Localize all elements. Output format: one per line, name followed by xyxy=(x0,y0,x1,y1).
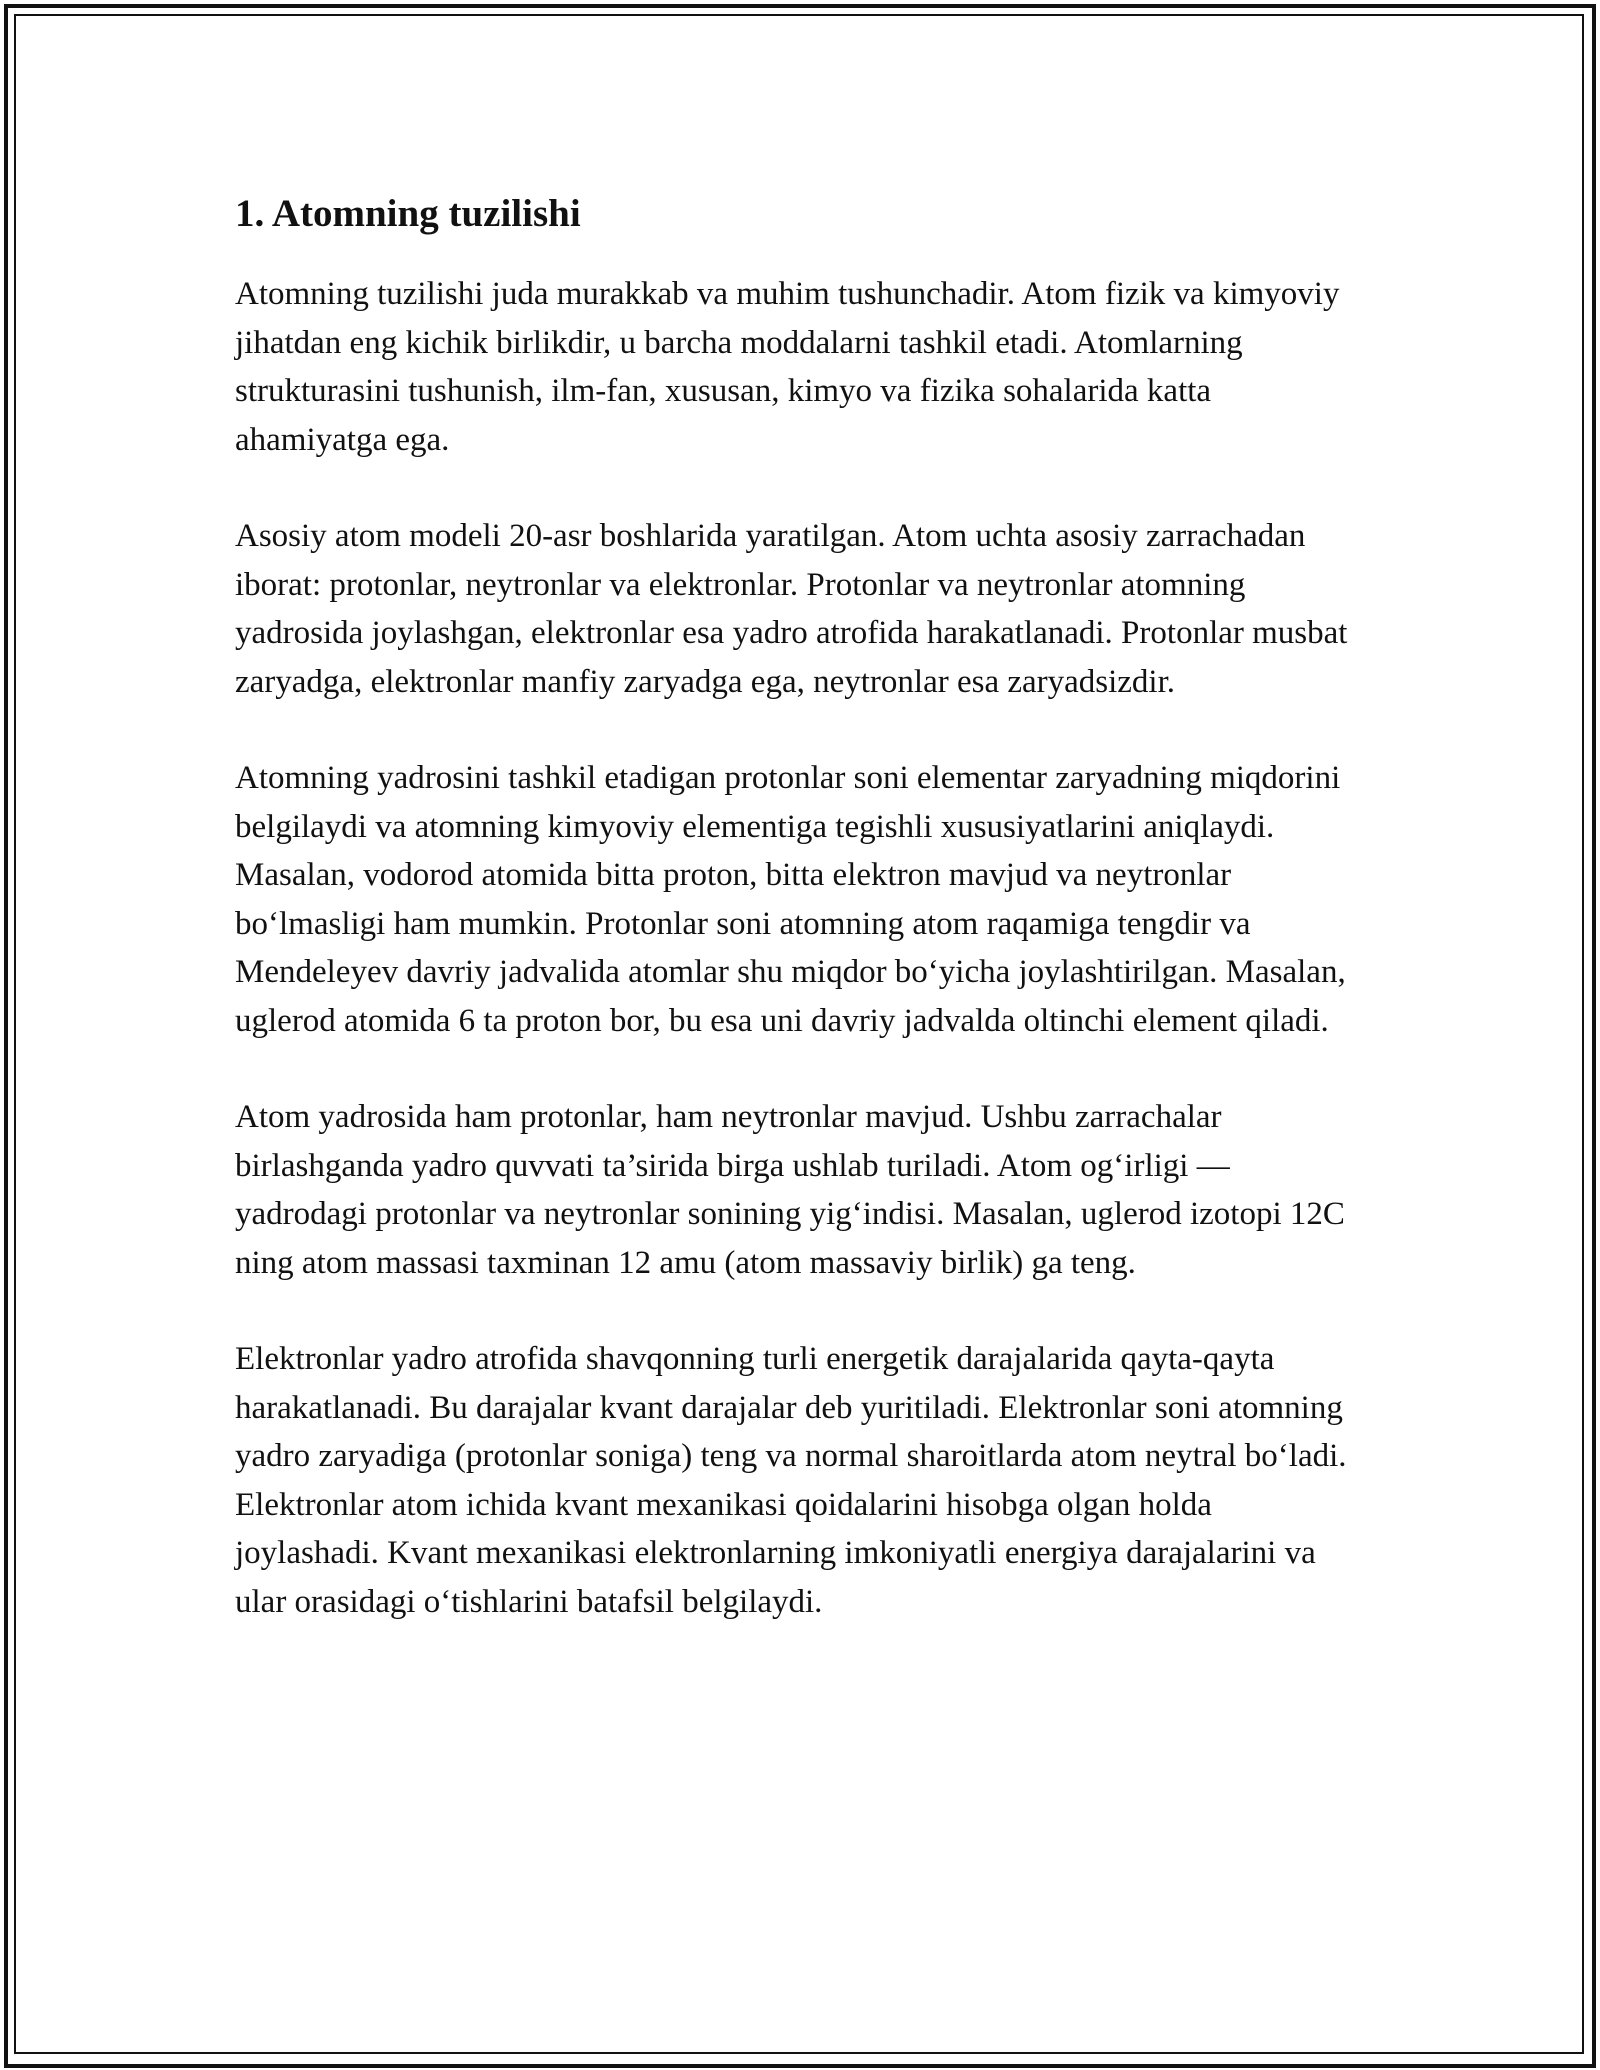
section-heading: 1. Atomning tuzilishi xyxy=(235,192,581,235)
paragraph-electrons: Elektronlar yadro atrofida shavqonning turli energetik darajalarida qayta-qayta harakatlanadi. Bu darajalar kvant darajalar deb yuritiladi. Elektronlar soni atomning yadro zaryadiga (protonlar soniga) teng va normal sharoitlarda atom neytral boʻladi. Elektronlar atom ichida kvant mexanikasi qoidalarini hisobga olgan holda joylashadi. Kvant mexanikasi elektronlarning imkoniyatli energiya darajalarini va ular orasidagi oʻtishlarini batafsil belgilaydi. xyxy=(235,1341,1347,1620)
paragraph-atomic-mass: Atom yadrosida ham protonlar, ham neytronlar mavjud. Ushbu zarrachalar birlashganda yadro quvvati ta’sirida birga ushlab turiladi. Atom ogʻirligi — yadrodagi protonlar va neytronlar sonining yigʻindisi. Masalan, uglerod izotopi 12C ning atom massasi taxminan 12 amu (atom massaviy birlik) ga teng. xyxy=(235,1099,1345,1281)
paragraph-intro: Atomning tuzilishi juda murakkab va muhim tushunchadir. Atom fizik va kimyoviy jihatdan eng kichik birlikdir, u barcha moddalarni tashkil etadi. Atomlarning strukturasini tushunish, ilm-fan, xususan, kimyo va fizika sohalarida katta ahamiyatga ega. xyxy=(235,276,1340,458)
paragraph-proton-count: Atomning yadrosini tashkil etadigan protonlar soni elementar zaryadning miqdorini belgilaydi va atomning kimyoviy elementiga tegishli xususiyatlarini aniqlaydi. Masalan, vodorod atomida bitta proton, bitta elektron mavjud va neytronlar boʻlmasligi ham mumkin. Protonlar soni atomning atom raqamiga tengdir va Mendeleyev davriy jadvalida atomlar shu miqdor boʻyicha joylashtirilgan. Masalan, uglerod atomida 6 ta proton bor, bu esa uni davriy jadvalda oltinchi element qiladi. xyxy=(235,760,1346,1039)
paragraph-atom-model: Asosiy atom modeli 20-asr boshlarida yaratilgan. Atom uchta asosiy zarrachadan iborat: protonlar, neytronlar va elektronlar. Protonlar va neytronlar atomning yadrosida joylashgan, elektronlar esa yadro atrofida harakatlanadi. Protonlar musbat zaryadga, elektronlar manfiy zaryadga ega, neytronlar esa zaryadsizdir. xyxy=(235,518,1348,700)
document-body xyxy=(235,186,1355,1674)
